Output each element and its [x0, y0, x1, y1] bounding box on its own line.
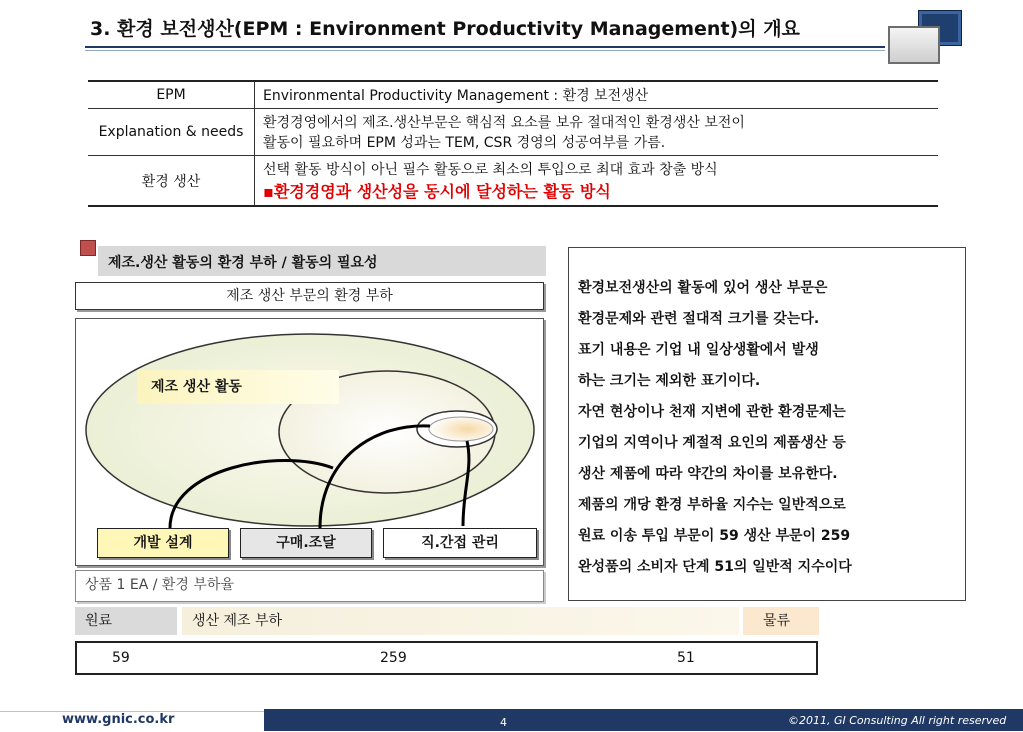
copyright-text: ©2011, GI Consulting All right reserved: [788, 714, 1007, 727]
table-row: [88, 81, 938, 109]
description-line: 생산 제품에 따라 약간의 차이를 보유한다.: [578, 466, 838, 482]
description-line: 완성품의 소비자 단계 51의 일반적 지수이다: [578, 559, 852, 575]
table-cell: [255, 156, 939, 207]
title-underline-thin: [85, 50, 885, 51]
description-line: 하는 크기는 제외한 표기이다.: [578, 373, 761, 389]
env-load-label: 제조 생산 부문의 환경 부하: [75, 282, 544, 310]
unit-label: 상품 1 EA / 환경 부하율: [85, 577, 234, 593]
page-title: 3. 환경 보전생산(EPM : Environment Productivity Management)의 개요: [90, 18, 800, 40]
table-head-cell: Explanation & needs: [88, 109, 255, 156]
category-raw-material: 원료: [75, 607, 177, 635]
description-box: [568, 247, 966, 601]
values-box: [75, 641, 818, 675]
description-line: 표기 내용은 기업 내 일상생활에서 발생: [578, 342, 819, 358]
table-cell: [255, 81, 939, 109]
description-line: 환경보전생산의 활동에 있어 생산 부문은: [578, 280, 828, 296]
page-number: 4: [500, 716, 507, 729]
logo-front-square: [888, 26, 940, 64]
description-line: 제품의 개당 환경 부하율 지수는 일반적으로: [578, 497, 846, 513]
description-line: 기업의 지역이나 계절적 요인의 제품생산 등: [578, 435, 846, 451]
value-production: 259: [380, 650, 407, 666]
value-logistics: 51: [677, 650, 695, 666]
table-cell: [255, 109, 939, 156]
section-heading: 제조.생산 활동의 환경 부하 / 활동의 필요성: [108, 255, 378, 271]
value-raw: 59: [112, 650, 130, 666]
core-ellipse: [429, 417, 493, 441]
footer-url-link[interactable]: www.gnic.co.kr: [62, 712, 175, 727]
highlight-line: ▪환경경영과 생산성을 동시에 달성하는 활동 방식: [263, 182, 611, 201]
title-underline: [85, 46, 885, 48]
description-line: 원료 이송 투입 부문이 59 생산 부문이 259: [578, 528, 851, 544]
category-logistics: 물류: [743, 607, 819, 635]
dept-dev-design: 개발 설계: [97, 528, 229, 558]
dept-procurement: 구매.조달: [240, 528, 372, 558]
table-cell-line: 활동이 필요하며 EPM 성과는 TEM, CSR 경영의 성공여부를 가름.: [263, 135, 666, 151]
category-production: 생산 제조 부하: [182, 607, 739, 635]
epm-info-table: [88, 80, 938, 207]
table-cell-line: Environmental Productivity Management : 환경 보전생산: [263, 88, 649, 104]
table-head-cell: 환경 생산: [88, 156, 255, 207]
table-head-cell: EPM: [88, 81, 255, 109]
dept-management: 직.간접 관리: [383, 528, 537, 558]
description-line: 환경문제와 관련 절대적 크기를 갖는다.: [578, 311, 820, 327]
table-row: [88, 156, 938, 207]
table-cell-line: 환경경영에서의 제조.생산부문은 핵심적 요소를 보유 절대적인 환경생산 보전이: [263, 115, 745, 131]
description-line: 자연 현상이나 천재 지변에 관한 환경문제는: [578, 404, 846, 420]
mfg-activity-label: 제조 생산 활동: [137, 370, 339, 404]
table-row: [88, 109, 938, 156]
section-bullet-icon: [80, 240, 96, 256]
table-cell-line: 선택 활동 방식이 아닌 필수 활동으로 최소의 투입으로 최대 효과 창출 방식: [263, 162, 718, 178]
